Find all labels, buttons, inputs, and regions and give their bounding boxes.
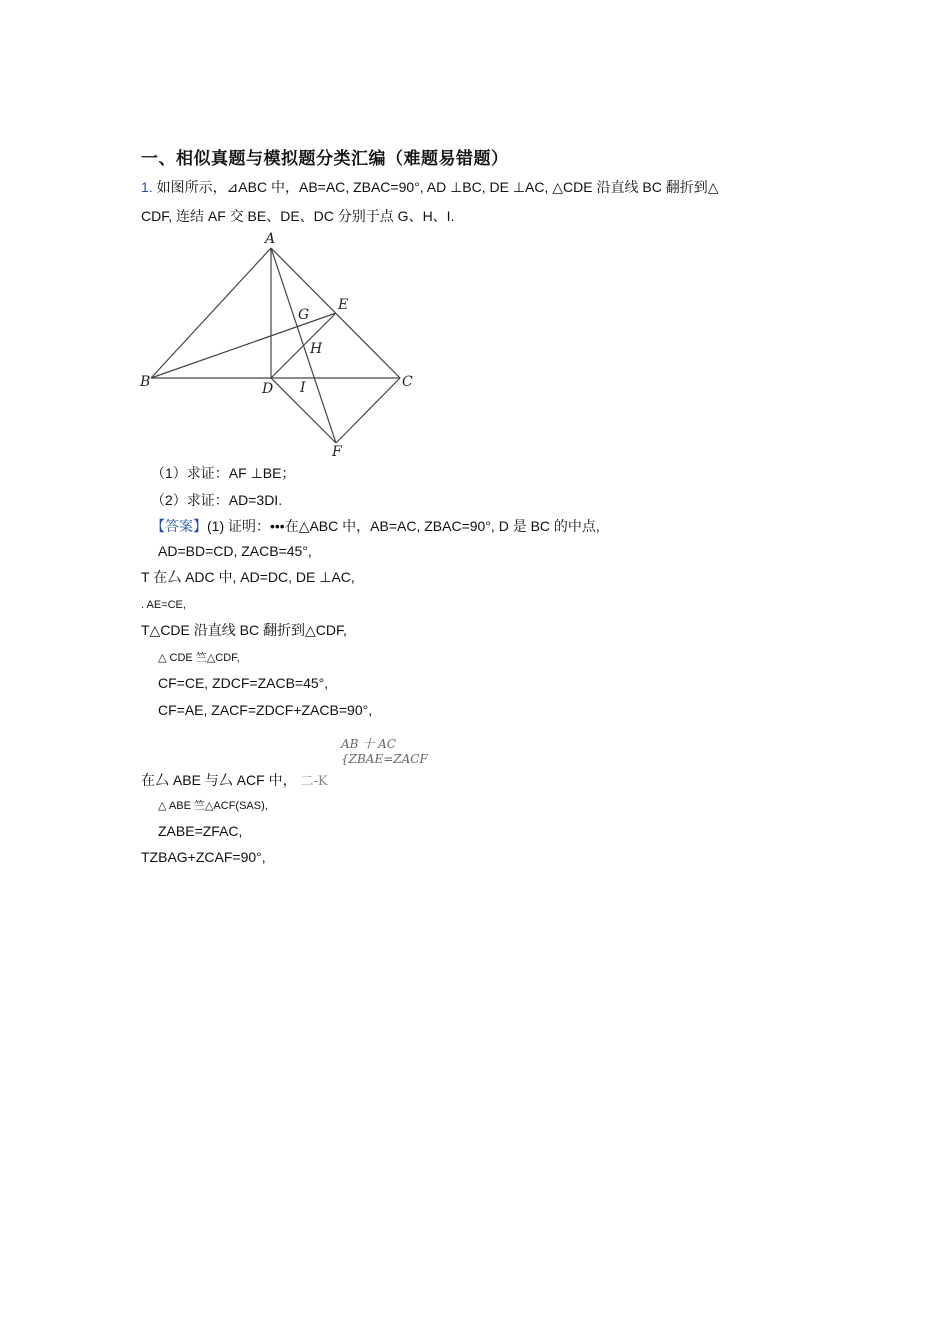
problem-line-1 (141, 178, 719, 196)
segment-AB (151, 248, 271, 378)
equation-system-line-1: AB 十 AC (341, 737, 396, 751)
part-2: （2）求证：AD=3DI. (151, 492, 283, 508)
segment-AF (271, 248, 336, 443)
label-D: D (262, 381, 274, 397)
segment-CF (336, 378, 400, 443)
label-E: E (338, 297, 349, 313)
label-H: H (310, 341, 323, 357)
answer-line-1 (151, 517, 600, 535)
label-B: B (140, 374, 151, 390)
answer-line-12: TZBAG+ZCAF=90°, (141, 849, 266, 865)
label-G: G (298, 307, 310, 323)
label-A: A (265, 231, 276, 247)
label-F: F (332, 444, 342, 458)
part-1: （1）求证：AF ⊥BE； (151, 465, 296, 481)
answer-line-8: CF=AE, ZACF=ZDCF+ZACB=90°, (158, 702, 373, 718)
section-title: 一、相似真题与模拟题分类汇编（难题易错题） (141, 149, 509, 168)
answer-line-3: T 在厶 ADC 中, AD=DC, DE ⊥AC, (141, 569, 355, 585)
problem-text-1: 如图所示，⊿ABC 中，AB=AC, ZBAC=90°, AD ⊥BC, DE ⊥AC, △CDE 沿直线 BC 翻折到△ (156, 179, 719, 195)
answer-line-4: . AE=CE, (141, 599, 186, 611)
question-number: 1. (141, 179, 153, 195)
answer-text-9: 在厶 ABE 与厶 ACF 中， (141, 772, 297, 788)
answer-line-11: ZABE=ZFAC, (158, 823, 243, 839)
answer-text-1: (1) 证明：•••在△ABC 中，AB=AC, ZBAC=90°, D 是 BC 的中点, (207, 518, 600, 534)
answer-text-9-tail: 二-K (300, 774, 328, 789)
label-C: C (402, 374, 413, 390)
answer-line-7: CF=CE, ZDCF=ZACB=45°, (158, 675, 329, 691)
answer-line-2: AD=BD=CD, ZACB=45°, (158, 543, 312, 559)
geometry-figure (138, 228, 428, 458)
equation-system-line-2: {ZBAE=ZACF (341, 752, 428, 766)
label-I: I (300, 380, 306, 396)
answer-tag: 【答案】 (151, 518, 207, 534)
answer-line-9 (141, 771, 328, 791)
answer-line-6: △ CDE 竺△CDF, (158, 652, 240, 664)
answer-line-5: T△CDE 沿直线 BC 翻折到△CDF, (141, 622, 347, 638)
answer-line-10: △ ABE 竺△ACF(SAS), (158, 800, 268, 812)
problem-line-2: CDF, 连结 AF 交 BE、DE、DC 分别于点 G、H、I. (141, 208, 455, 224)
